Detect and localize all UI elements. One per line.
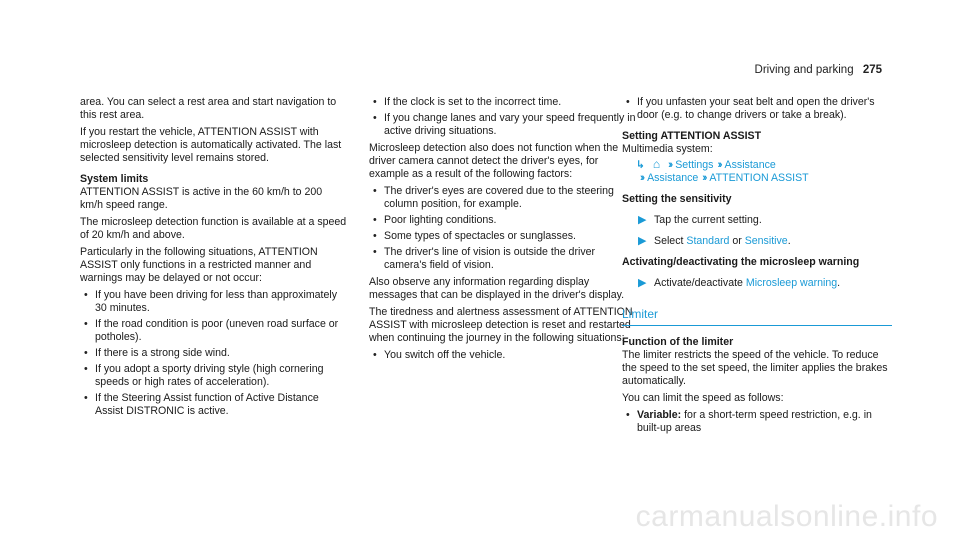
list-item: • Some types of spectacles or sunglasses.	[369, 230, 637, 243]
heading-system-limits: System limits	[80, 173, 149, 185]
right-arrow-icon: ▶	[638, 214, 647, 226]
step-text: Activate/deactivate	[654, 277, 746, 289]
step-text: Select	[654, 235, 687, 247]
paragraph: Microsleep detection also does not function when the driver camera cannot detect the driver's eyes, for example as a result of the following factors:	[369, 142, 619, 180]
list-item: • If the clock is set to the incorrect time.	[369, 96, 637, 109]
heading-setting-sensitivity: Setting the sensitivity	[622, 193, 732, 205]
heading-function-limiter: Function of the limiter	[622, 336, 734, 348]
paragraph: area. You can select a rest area and start navigation to this rest area.	[80, 96, 337, 121]
heading-setting-attention-assist: Setting ATTENTION ASSIST	[622, 130, 762, 142]
list-item: • The driver's line of vision is outside the driver camera's field of vision.	[369, 246, 637, 272]
heading-microsleep-warning: Activating/deactivating the microsleep warning	[622, 256, 860, 268]
paragraph: The microsleep detection function is available at a speed of 20 km/h and above.	[80, 216, 347, 241]
right-arrow-icon: ▶	[638, 235, 647, 247]
option-standard[interactable]: Standard	[686, 235, 730, 247]
list-item	[622, 409, 892, 435]
step-text: Tap the current setting.	[654, 214, 762, 226]
home-icon: ⌂	[652, 157, 661, 171]
watermark: carmanualsonline.info	[635, 500, 938, 533]
paragraph: Multimedia system:	[622, 143, 713, 155]
list-item: • The driver's eyes are covered due to the steering column position, for example.	[369, 185, 637, 211]
menu-assistance[interactable]: Assistance	[724, 159, 776, 171]
instruction-step	[622, 277, 892, 290]
column-1	[80, 96, 348, 422]
paragraph: The limiter restricts the speed of the vehicle. To reduce the speed to the set speed, the limiter applies the brakes automatically.	[622, 349, 888, 387]
list-item: • You switch off the vehicle.	[369, 349, 637, 362]
bullet-list	[369, 349, 637, 362]
bullet-list	[369, 96, 637, 138]
menu-path	[622, 158, 892, 172]
double-chevron-icon: ››	[640, 172, 644, 184]
return-arrow-icon: ↳	[636, 159, 645, 171]
menu-path-continued	[622, 172, 892, 185]
paragraph: ATTENTION ASSIST is active in the 60 km/h to 200 km/h speed range.	[80, 186, 323, 211]
bullet-list	[622, 409, 892, 435]
label-variable: Variable:	[637, 409, 682, 421]
step-text: .	[837, 277, 841, 289]
paragraph: If you restart the vehicle, ATTENTION ASSIST with microsleep detection is automatically activated. The last selected sensitivity level remains stored.	[80, 126, 342, 164]
right-arrow-icon: ▶	[638, 277, 647, 289]
double-chevron-icon: ››	[668, 159, 672, 171]
page-number: 275	[862, 64, 882, 76]
column-2	[369, 96, 637, 366]
list-item: • If you unfasten your seat belt and open the driver's door (e.g. to change drivers or take a break).	[622, 96, 892, 122]
instruction-step	[622, 235, 892, 248]
section-title-limiter: Limiter	[622, 308, 892, 326]
menu-attention-assist[interactable]: ATTENTION ASSIST	[709, 172, 809, 184]
bullet-list	[80, 289, 348, 418]
chapter-title: Driving and parking	[754, 64, 854, 76]
menu-settings[interactable]: Settings	[675, 159, 714, 171]
paragraph: You can limit the speed as follows:	[622, 392, 784, 404]
list-item: • If the Steering Assist function of Active Distance Assist DISTRONIC is active.	[80, 392, 348, 418]
double-chevron-icon: ››	[717, 159, 721, 171]
step-text: or	[729, 235, 745, 247]
list-item: • If the road condition is poor (uneven road surface or potholes).	[80, 318, 348, 344]
double-chevron-icon: ››	[702, 172, 706, 184]
step-text: .	[787, 235, 791, 247]
option-microsleep-warning[interactable]: Microsleep warning	[745, 277, 838, 289]
list-item-text: for a short-term speed restriction, e.g. in built-up areas	[637, 409, 872, 434]
page-header	[755, 64, 882, 77]
list-item: • If there is a strong side wind.	[80, 347, 348, 360]
list-item: • If you adopt a sporty driving style (high cornering speeds or high rates of acceleration).	[80, 363, 348, 389]
list-item: • If you change lanes and vary your speed frequently in active driving situations.	[369, 112, 637, 138]
option-sensitive[interactable]: Sensitive	[744, 235, 788, 247]
column-3	[622, 96, 892, 439]
bullet-list	[369, 185, 637, 272]
bullet-list	[622, 96, 892, 122]
list-item: • Poor lighting conditions.	[369, 214, 637, 227]
list-item: • If you have been driving for less than approximately 30 minutes.	[80, 289, 348, 315]
instruction-step	[622, 214, 892, 227]
menu-assistance[interactable]: Assistance	[647, 172, 699, 184]
paragraph: The tiredness and alertness assessment of ATTENTION ASSIST with microsleep detection is reset and restarted when continuing the journey in the following situations:	[369, 306, 633, 344]
paragraph: Also observe any information regarding display messages that can be displayed in the driver's display.	[369, 276, 625, 301]
paragraph: Particularly in the following situations, ATTENTION ASSIST only functions in a restricted manner and warnings may be delayed or not occur:	[80, 246, 318, 284]
